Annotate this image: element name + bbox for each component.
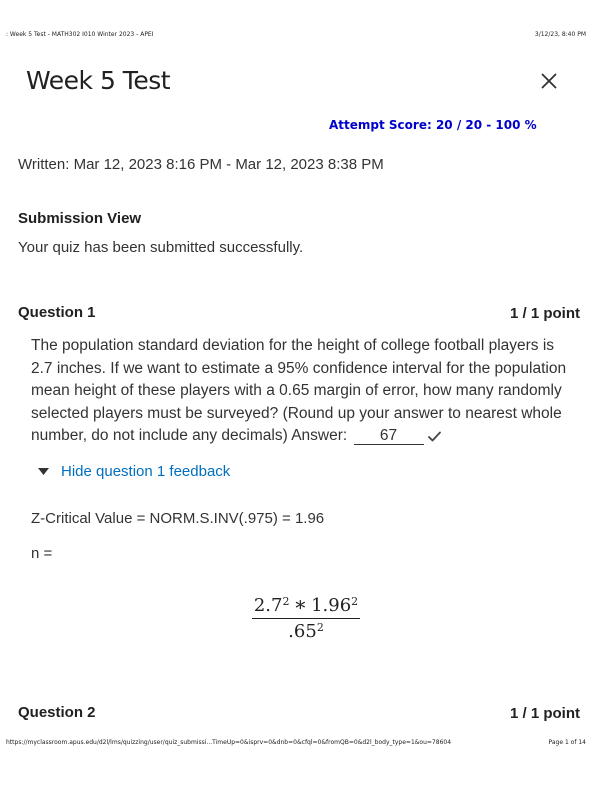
hide-feedback-toggle[interactable] — [38, 463, 230, 480]
print-header-title: : Week 5 Test - MATH302 I010 Winter 2023 - APEI — [6, 31, 154, 38]
formula-numerator — [252, 592, 360, 619]
question-2-heading: Question 2 — [18, 704, 96, 721]
close-icon — [541, 73, 557, 89]
feedback-n-equals: n = — [31, 545, 53, 562]
submission-message: Your quiz has been submitted successfully. — [18, 239, 304, 256]
formula-exp-z: 2 — [351, 595, 359, 608]
attempt-score: Attempt Score: 20 / 20 - 100 % — [329, 118, 537, 132]
submission-view-heading: Submission View — [18, 210, 142, 227]
checkmark-icon — [428, 427, 441, 450]
formula-operator: ∗ — [293, 592, 308, 616]
print-header — [0, 31, 600, 39]
feedback-z-critical: Z-Critical Value = NORM.S.INV(.975) = 1.96 — [31, 510, 325, 527]
print-footer-page: Page 1 of 14 — [548, 739, 586, 746]
formula-term-margin: .65 — [288, 621, 317, 642]
print-footer-url: https://myclassroom.apus.edu/d2l/lms/quizzing/user/quiz_submissi...TimeUp=0&isprv=0&dnb=0&cfql=0&fromQB=0&d2l_body_type=1&ou=78604 — [6, 739, 452, 746]
question-2-points: 1 / 1 point — [509, 705, 580, 722]
sample-size-formula — [252, 592, 360, 642]
question-1-text: The population standard deviation for the height of college football players is 2.7 inches. If we want to estimate a 95% confidence interval for the population mean height of these players with a 0.65 margin of error, how many randomly selected players must be surveyed? (Round up your answer to nearest whole number, do not include any decimals) Answer: — [31, 337, 567, 444]
formula-denominator — [252, 619, 360, 642]
formula-exp-margin: 2 — [316, 621, 324, 634]
formula-exp-sd: 2 — [282, 595, 290, 608]
page-title: Week 5 Test — [26, 66, 171, 95]
question-1-points: 1 / 1 point — [509, 305, 580, 322]
close-button[interactable] — [534, 66, 564, 96]
formula-term-sd: 2.7 — [253, 595, 283, 616]
question-1-answer: 67 — [354, 427, 424, 445]
formula-term-z: 1.96 — [311, 595, 352, 616]
print-footer — [0, 739, 600, 747]
question-1-body — [31, 335, 576, 450]
print-header-timestamp: 3/12/23, 8:40 PM — [534, 31, 586, 38]
caret-down-icon — [38, 468, 49, 476]
hide-feedback-label: Hide question 1 feedback — [61, 463, 231, 480]
question-1-heading: Question 1 — [18, 304, 96, 321]
written-timestamp: Written: Mar 12, 2023 8:16 PM - Mar 12, 2023 8:38 PM — [18, 156, 384, 173]
